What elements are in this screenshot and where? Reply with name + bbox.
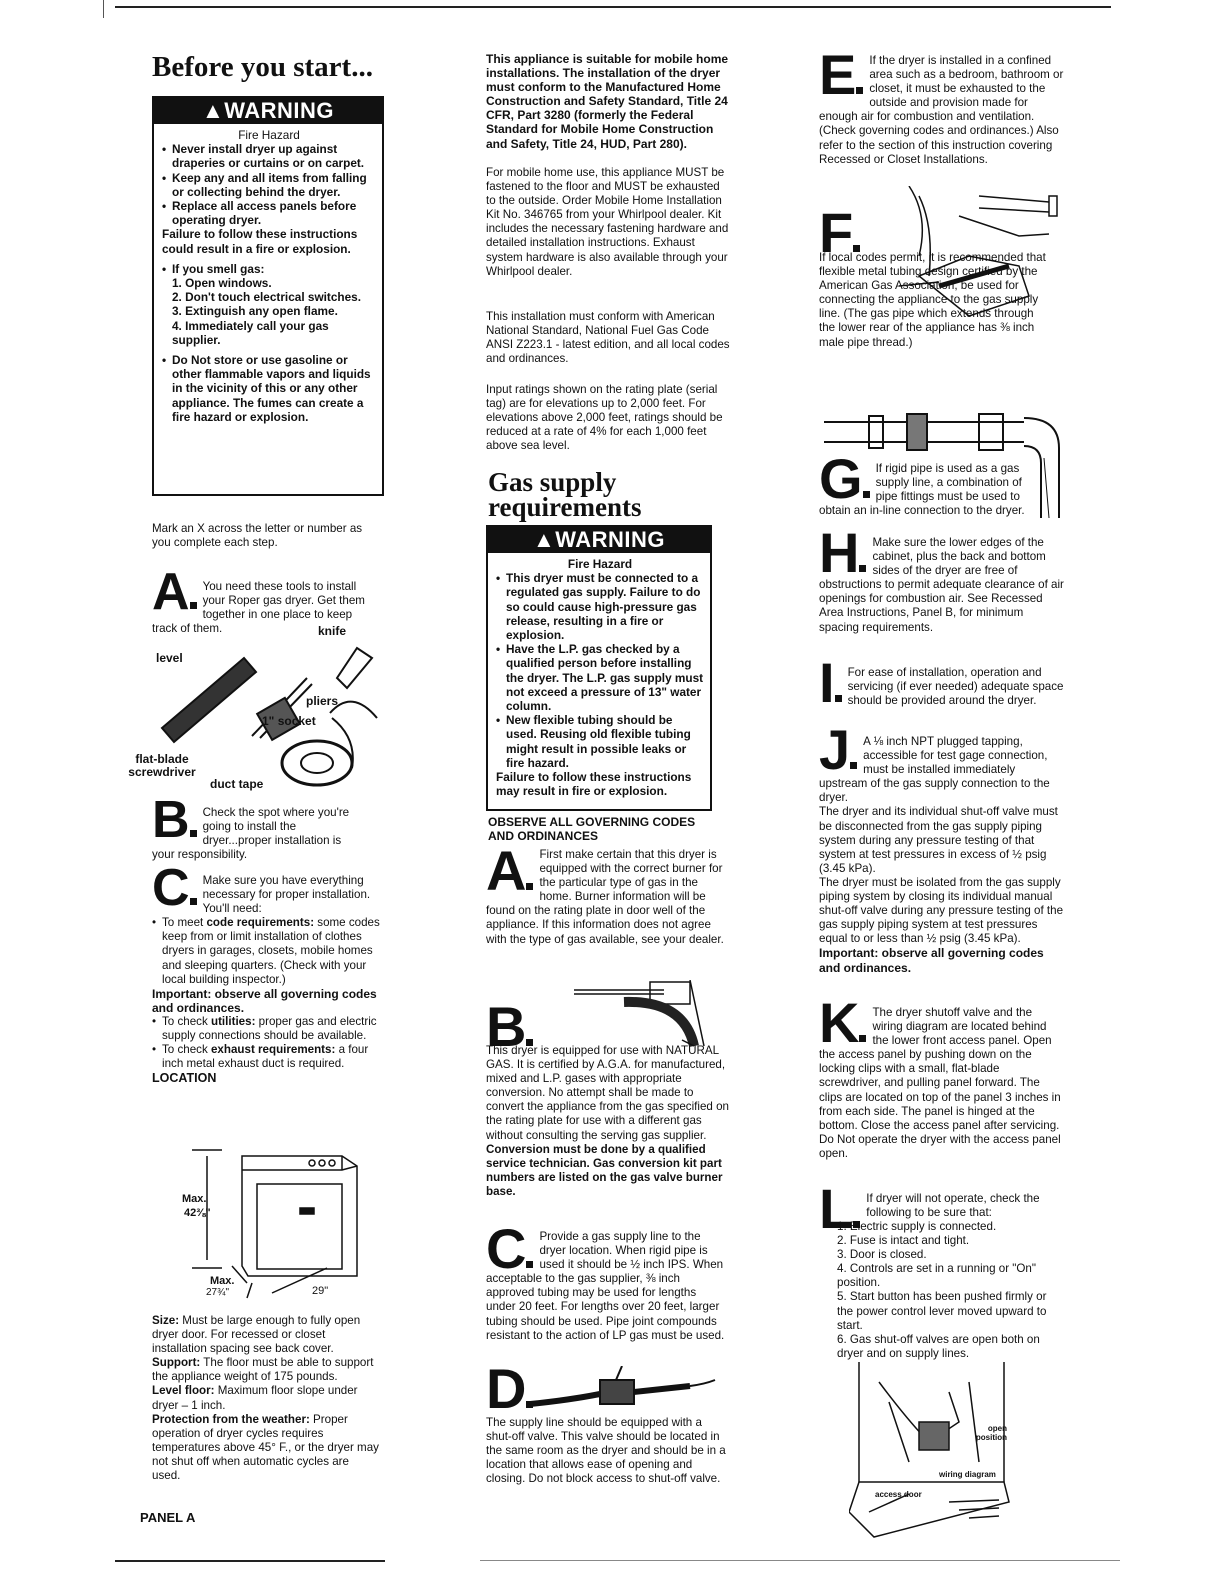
step-letter: A	[152, 570, 197, 614]
gas-step: 3. Extinguish any open flame.	[172, 304, 338, 319]
warning-triangle-icon: ▲	[201, 98, 225, 123]
step-text: If rigid pipe is used as a gas supply line, a combination of pipe fittings must be used to obtain an in-line connection to the dryer.	[819, 462, 1025, 518]
step-text: The dryer shutoff valve and the wiring diagram are located behind the lower front access panel. Open the access panel by pushing down on the locking clips with a small, flat-blade screwdriver, and pulling panel forward. The clips are located on top of the panel 3 inches in from each side. The panel is hinged at the bottom. Close the access panel after servicing. Do Not operate the dryer with the access panel open.	[819, 1006, 1061, 1160]
step-letter: G	[819, 456, 870, 502]
step-letter: A	[486, 848, 533, 894]
warning-item: • Replace all access panels before operating dryer.	[162, 199, 376, 227]
code-requirement: • To meet code requirements: some codes keep from or limit installation of clothes dryers in garages, closets, mobile homes and sleeping quarters. (Check with your local building inspector.)	[152, 916, 380, 986]
step-i	[819, 660, 1064, 708]
tool-label: knife	[318, 624, 347, 638]
check-item: 6. Gas shut-off valves are open both on dryer and on supply lines.	[837, 1332, 1040, 1360]
warning-list	[162, 142, 376, 227]
step-letter: J	[819, 727, 857, 773]
max-height-label: Max.	[182, 1193, 207, 1205]
gas-step: 1. Open windows.	[172, 276, 272, 291]
rating-plate-illustration	[564, 980, 710, 1048]
tool-label: 1" socket	[262, 714, 316, 728]
step-letter: L	[819, 1186, 860, 1232]
check-item: 5. Start button has been pushed firmly or the power control lever moved upward to start.	[837, 1290, 1047, 1332]
step-h	[819, 530, 1064, 635]
step-text: Make sure you have everything necessary for proper installation. You'll need:	[202, 874, 371, 916]
warning-item: • This dryer must be connected to a regulated gas supply. Failure to do so could cause high-pressure gas release, resulting in a fire or explosion.	[496, 571, 704, 642]
level-floor-note: Level floor: Maximum floor slope under dryer – 1 inch.	[152, 1384, 358, 1412]
step-text: For ease of installation, operation and servicing (if ever needed) adequate space should be provided around the dryer.	[847, 666, 1064, 708]
top-rule	[115, 6, 1111, 8]
warning-item: • Have the L.P. gas checked by a qualified person before installing the dryer. The L.P. gas supply must not exceed a pressure of 13" water column.	[496, 642, 704, 713]
gas-step: 4. Immediately call your gas supplier.	[172, 318, 329, 347]
warning-failure: Failure to follow these instructions may result in fire or explosion.	[496, 770, 692, 799]
location-notes	[152, 1314, 380, 1483]
step-letter: B	[152, 798, 197, 842]
tool-label: flat-blade screwdriver	[128, 752, 196, 779]
step-letter: D	[486, 1366, 533, 1412]
dryer-location-diagram	[162, 1148, 362, 1308]
mark-note: Mark an X across the letter or number as you complete each step.	[152, 522, 363, 550]
diagram-label: open position	[975, 1424, 1007, 1442]
exhaust-requirement: • To check exhaust requirements: a four inch metal exhaust duct is required.	[152, 1043, 380, 1071]
step-text: If local codes permit, it is recommended that flexible metal tubing design certified by the American Gas Association, be used for connecting the appliance to the gas supply line. (The gas pipe which extends through the lower rear of the appliance has ⅜ inch male pipe thread.)	[819, 251, 1046, 349]
gas-step-d-text: The supply line should be equipped with a shut-off valve. This valve should be located in the same room as the dryer and should be in a location that allows ease of opening and closing. Do not block access to shut-off valve.	[486, 1416, 726, 1486]
width-value: 29"	[312, 1285, 329, 1297]
size-note: Size: Must be large enough to fully open dryer door. For recessed or closet installation spacing see back cover.	[152, 1314, 361, 1356]
step-letter: H	[819, 530, 866, 576]
support-note: Support: The floor must be able to support the appliance weight of 175 pounds.	[152, 1356, 374, 1384]
observe-codes: OBSERVE ALL GOVERNING CODES AND ORDINANCES	[488, 815, 696, 843]
step-k	[819, 1000, 1064, 1161]
step-j	[819, 727, 1064, 975]
step-letter: I	[819, 660, 842, 706]
step-b-spot	[152, 798, 352, 862]
warning-item: • Never install dryer up against draperies or curtains or on carpet.	[162, 142, 376, 170]
warning-subtitle: Fire Hazard	[238, 128, 300, 142]
tool-label: duct tape	[210, 777, 264, 791]
mobile-home-standard: This appliance is suitable for mobile home installations. The installation of the dryer must conform to the Manufactured Home Construction and Safety Standard, Title 24 CFR, Part 3280 (formerly the Federal Standard for Mobile Home Construction and Safety, Title 24, HUD, Part 280).	[486, 52, 729, 151]
check-item: 3. Door is closed.	[837, 1248, 927, 1262]
warning-body	[154, 124, 382, 430]
ansi-text: This installation must conform with American National Standard, National Fuel Gas Code ANSI Z223.1 - latest edition, and all local codes and ordinances.	[486, 310, 730, 366]
warning-title-bar	[488, 527, 710, 553]
step-e	[819, 52, 1064, 167]
gas-smell-heading: • If you smell gas:	[162, 262, 376, 276]
page-edge-mark	[103, 0, 104, 18]
step-text: If dryer will not operate, check the following to be sure that:	[866, 1192, 1040, 1220]
check-list	[819, 1220, 1064, 1361]
step-text: Check the spot where you're going to install the dryer...proper installation is your responsibility.	[152, 806, 350, 862]
location-label: LOCATION	[152, 1071, 217, 1086]
warning-item: • Keep any and all items from falling or collecting behind the dryer.	[162, 171, 376, 199]
important-note: Important: observe all governing codes and ordinances.	[819, 946, 1044, 975]
step-letter: F	[819, 210, 860, 256]
requirement-list	[152, 916, 380, 986]
step-text: First make certain that this dryer is equipped with the correct burner for the particular type of gas in the home. Burner information will be found on the rating plate in door well of the appliance. If this information does not agree with the type of gas available, see your dealer.	[486, 848, 724, 946]
max-height-value: 42⅜"	[184, 1207, 211, 1219]
bottom-rule-faint	[480, 1560, 1120, 1561]
gas-step-b-text	[486, 1044, 730, 1199]
gas-smell-list	[162, 262, 376, 276]
step-text: Make sure the lower edges of the cabinet, plus the back and bottom sides of the dryer are free of obstructions to permit adequate clearance of air openings for combustion air. See Recessed Area Instructions, Panel B, for minimum spacing requirements.	[819, 536, 1064, 634]
warning-list	[496, 571, 704, 770]
step-text: A ⅛ inch NPT plugged tapping, accessible for test gage connection, must be installed immediately upstream of the gas supply connection to the dryer.	[819, 735, 1050, 805]
step-text: This dryer is equipped for use with NATURAL GAS. It is certified by A.G.A. for manufactured, mixed and L.P. gases with appropriate conversion. No attempt shall be made to convert the appliance from the gas specified on the rating plate for use with a different gas without consulting the serving gas supplier.	[486, 1044, 729, 1142]
warning-failure: Failure to follow these instructions could result in a fire or explosion.	[162, 227, 358, 256]
step-letter: B	[486, 1004, 533, 1050]
step-l	[819, 1186, 1064, 1361]
important-note: Important: observe all governing codes and ordinances.	[152, 986, 377, 1015]
check-item: 2. Fuse is intact and tight.	[837, 1234, 970, 1248]
step-j-intro	[819, 727, 1064, 805]
bottom-rule	[115, 1560, 385, 1562]
shutoff-valve-illustration	[530, 1366, 720, 1416]
weather-note: Protection from the weather: Proper operation of dryer cycles requires temperatures above 45° F., or the dryer may not shut off when automatic cycles are used.	[152, 1412, 379, 1483]
storage-list	[162, 353, 376, 424]
tool-label: pliers	[306, 694, 339, 708]
gas-warning-box	[486, 525, 712, 811]
step-g	[819, 456, 1044, 518]
diagram-label: access door	[875, 1490, 922, 1499]
warning-box	[152, 96, 384, 496]
gas-step-a	[486, 846, 726, 947]
requirement-list-2	[152, 1015, 380, 1071]
check-item: 4. Controls are set in a running or "On" position.	[837, 1262, 1036, 1290]
max-depth-value: 27¾"	[206, 1287, 230, 1298]
access-panel-illustration	[849, 1362, 1014, 1540]
check-item: 1. Electric supply is connected.	[837, 1220, 997, 1233]
step-c-requirements	[152, 866, 380, 1085]
step-text: If the dryer is installed in a confined area such as a bedroom, bathroom or closet, it must be exhausted to the outside and provision made for enough air for combustion and ventilation. (Check governing codes and ordinances.) Also refer to the section of this instruction covering Recessed or Closet Installations.	[819, 54, 1064, 166]
gas-supply-heading	[488, 467, 642, 522]
step-text: You need these tools to install your Roper gas dryer. Get them together in one place to keep track of them.	[152, 580, 365, 636]
step-letter: K	[819, 1000, 866, 1046]
diagram-label: wiring diagram	[939, 1470, 996, 1479]
step-letter: E	[819, 52, 863, 98]
step-bold-text: Conversion must be done by a qualified service technician. Gas conversion kit part numbers are listed on the gas valve burner base.	[486, 1142, 723, 1198]
step-f-letter	[819, 201, 866, 264]
heading-line: Gas supply	[488, 467, 617, 497]
warning-title-bar	[154, 98, 382, 124]
page-heading: Before you start...	[152, 51, 373, 83]
step-c-intro	[152, 866, 380, 916]
elevation-rating-text: Input ratings shown on the rating plate (serial tag) are for elevations up to 2,000 feet. For elevations above 2,000 feet, ratings should be reduced at a rate of 4% for each 1,000 feet above sea level.	[486, 383, 723, 453]
gas-steps	[162, 276, 376, 347]
step-letter: C	[152, 866, 197, 910]
tool-label: level	[156, 651, 183, 665]
step-letter: C	[486, 1226, 533, 1272]
mobile-home-text: For mobile home use, this appliance MUST be fastened to the floor and MUST be exhausted to the outside. Order Mobile Home Installation Kit No. 346765 from your Whirlpool dealer. Kit includes the necessary fastening hardware and detailed installation instructions. Exhaust system hardware is also available through your Whirlpool dealer.	[486, 166, 729, 278]
gas-step-c	[486, 1226, 726, 1343]
step-f-text	[819, 251, 1051, 350]
warning-item: • New flexible tubing should be used. Reusing old flexible tubing might result in possible leaks or fire hazard.	[496, 713, 704, 770]
gas-step: 2. Don't touch electrical switches.	[172, 290, 361, 305]
max-depth-label: Max.	[210, 1275, 235, 1287]
warning-subtitle: Fire Hazard	[567, 557, 633, 571]
warning-title: WARNING	[224, 98, 335, 123]
panel-label: PANEL A	[140, 1510, 196, 1525]
warning-title: WARNING	[555, 527, 666, 552]
step-j-text-3: The dryer must be isolated from the gas supply piping system by closing its individual manual shut-off valve during any pressure testing of the gas supply piping system at test pressures equal to or less than ½ psig (3.45 kPa).	[819, 875, 1064, 946]
warning-triangle-icon: ▲	[532, 527, 556, 552]
heading-line: requirements	[488, 492, 642, 522]
utilities-requirement: • To check utilities: proper gas and electric supply connections should be available.	[152, 1015, 380, 1043]
step-text: Provide a gas supply line to the dryer location. When rigid pipe is used it should be ½ inch IPS. When acceptable to the gas supplier, ⅜ inch approved tubing may be used for lengths under 20 feet. For lengths over 20 feet, larger tubing should be used. Pipe joint compounds resistant to the action of LP gas must be used.	[486, 1230, 725, 1342]
step-j-text-2: The dryer and its individual shut-off valve must be disconnected from the gas supply piping system during any pressure testing of that system at test pressures in excess of ½ psig (3.45 kPa).	[819, 805, 1058, 875]
storage-warning: • Do Not store or use gasoline or other flammable vapors and liquids in the vicinity of this or any other appliance. The fumes can create a fire hazard or explosion.	[162, 353, 376, 424]
warning-body	[488, 553, 710, 804]
